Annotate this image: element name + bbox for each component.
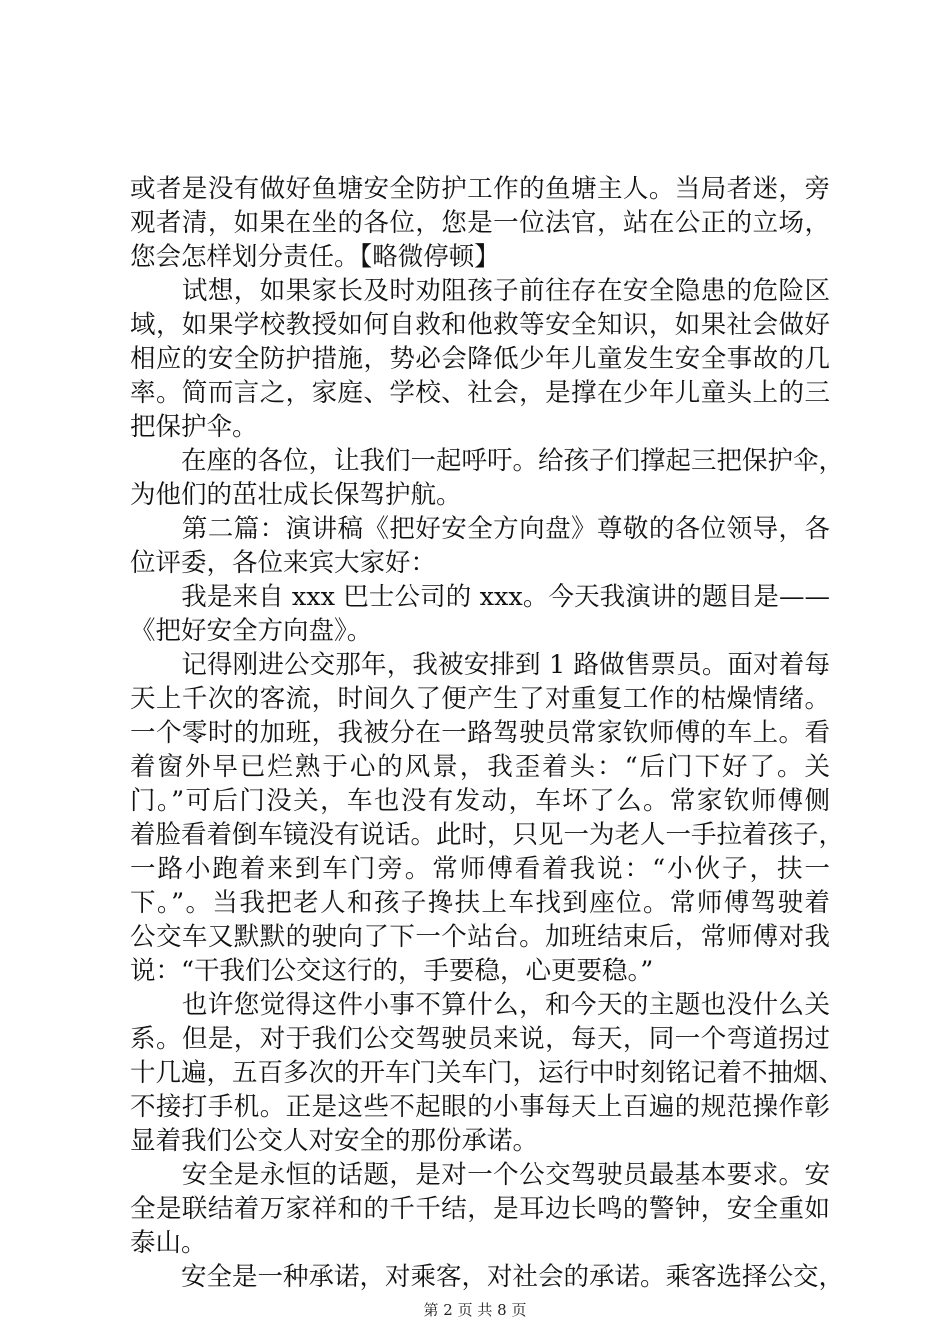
text-line: 在座的各位，让我们一起呼吁。给孩子们撑起三把保护伞， xyxy=(130,446,845,476)
text-line: 全是联结着万家祥和的千千结，是耳边长鸣的警钟，安全重如 xyxy=(130,1194,830,1224)
text-line: 相应的安全防护措施，势必会降低少年儿童发生安全事故的几 xyxy=(130,344,830,374)
text-line: 记得刚进公交那年，我被安排到 1 路做售票员。面对着每 xyxy=(130,650,830,680)
text-line: 您会怎样划分责任。【略微停顿】 xyxy=(130,242,500,272)
text-line: 或者是没有做好鱼塘安全防护工作的鱼塘主人。当局者迷，旁 xyxy=(130,174,830,204)
text-line: 一个零时的加班，我被分在一路驾驶员常家钦师傅的车上。看 xyxy=(130,718,830,748)
text-line: 天上千次的客流，时间久了便产生了对重复工作的枯燥情绪。 xyxy=(130,684,830,714)
text-line: 为他们的茁壮成长保驾护航。 xyxy=(130,480,462,510)
text-line: 着脸看着倒车镜没有说话。此时，只见一为老人一手拉着孩子， xyxy=(130,820,845,850)
text-line: 安全是一种承诺，对乘客，对社会的承诺。乘客选择公交， xyxy=(130,1262,845,1292)
text-line: 公交车又默默的驶向了下一个站台。加班结束后，常师傅对我 xyxy=(130,922,830,952)
text-line: 把保护伞。 xyxy=(130,412,258,442)
text-line: 系。但是，对于我们公交驾驶员来说，每天，同一个弯道拐过 xyxy=(130,1024,830,1054)
text-line: 十几遍，五百多次的开车门关车门，运行中时刻铭记着不抽烟、 xyxy=(130,1058,845,1088)
text-line: 位评委，各位来宾大家好： xyxy=(130,548,437,578)
text-line: 我是来自 xxx 巴士公司的 xxx。今天我演讲的题目是—— xyxy=(130,582,830,612)
text-line: 门。”可后门没关，车也没有发动，车坏了么。常家钦师傅侧 xyxy=(130,786,830,816)
text-line: 观者清，如果在坐的各位，您是一位法官，站在公正的立场， xyxy=(130,208,830,238)
text-line: 也许您觉得这件小事不算什么，和今天的主题也没什么关 xyxy=(130,990,830,1020)
page-footer: 第 2 页 共 8 页 xyxy=(423,1301,527,1319)
text-line: 一路小跑着来到车门旁。常师傅看着我说：“小伙子，扶一 xyxy=(130,854,830,884)
text-line: 第二篇：演讲稿《把好安全方向盘》尊敬的各位领导，各 xyxy=(130,514,830,544)
text-line: 域，如果学校教授如何自救和他救等安全知识，如果社会做好 xyxy=(130,310,830,340)
text-line: 着窗外早已烂熟于心的风景，我歪着头：“后门下好了。关 xyxy=(130,752,830,782)
text-line: 显着我们公交人对安全的那份承诺。 xyxy=(130,1126,539,1156)
text-line: 《把好安全方向盘》。 xyxy=(130,616,373,646)
text-line: 试想，如果家长及时劝阻孩子前往存在安全隐患的危险区 xyxy=(130,276,830,306)
text-line: 泰山。 xyxy=(130,1228,207,1258)
text-line: 下。”。当我把老人和孩子搀扶上车找到座位。常师傅驾驶着 xyxy=(130,888,830,918)
text-line: 安全是永恒的话题，是对一个公交驾驶员最基本要求。安 xyxy=(130,1160,830,1190)
text-line: 说：“干我们公交这行的，手要稳，心更要稳。” xyxy=(130,956,654,986)
text-line: 率。简而言之，家庭、学校、社会，是撑在少年儿童头上的三 xyxy=(130,378,830,408)
text-line: 不接打手机。正是这些不起眼的小事每天上百遍的规范操作彰 xyxy=(130,1092,830,1122)
